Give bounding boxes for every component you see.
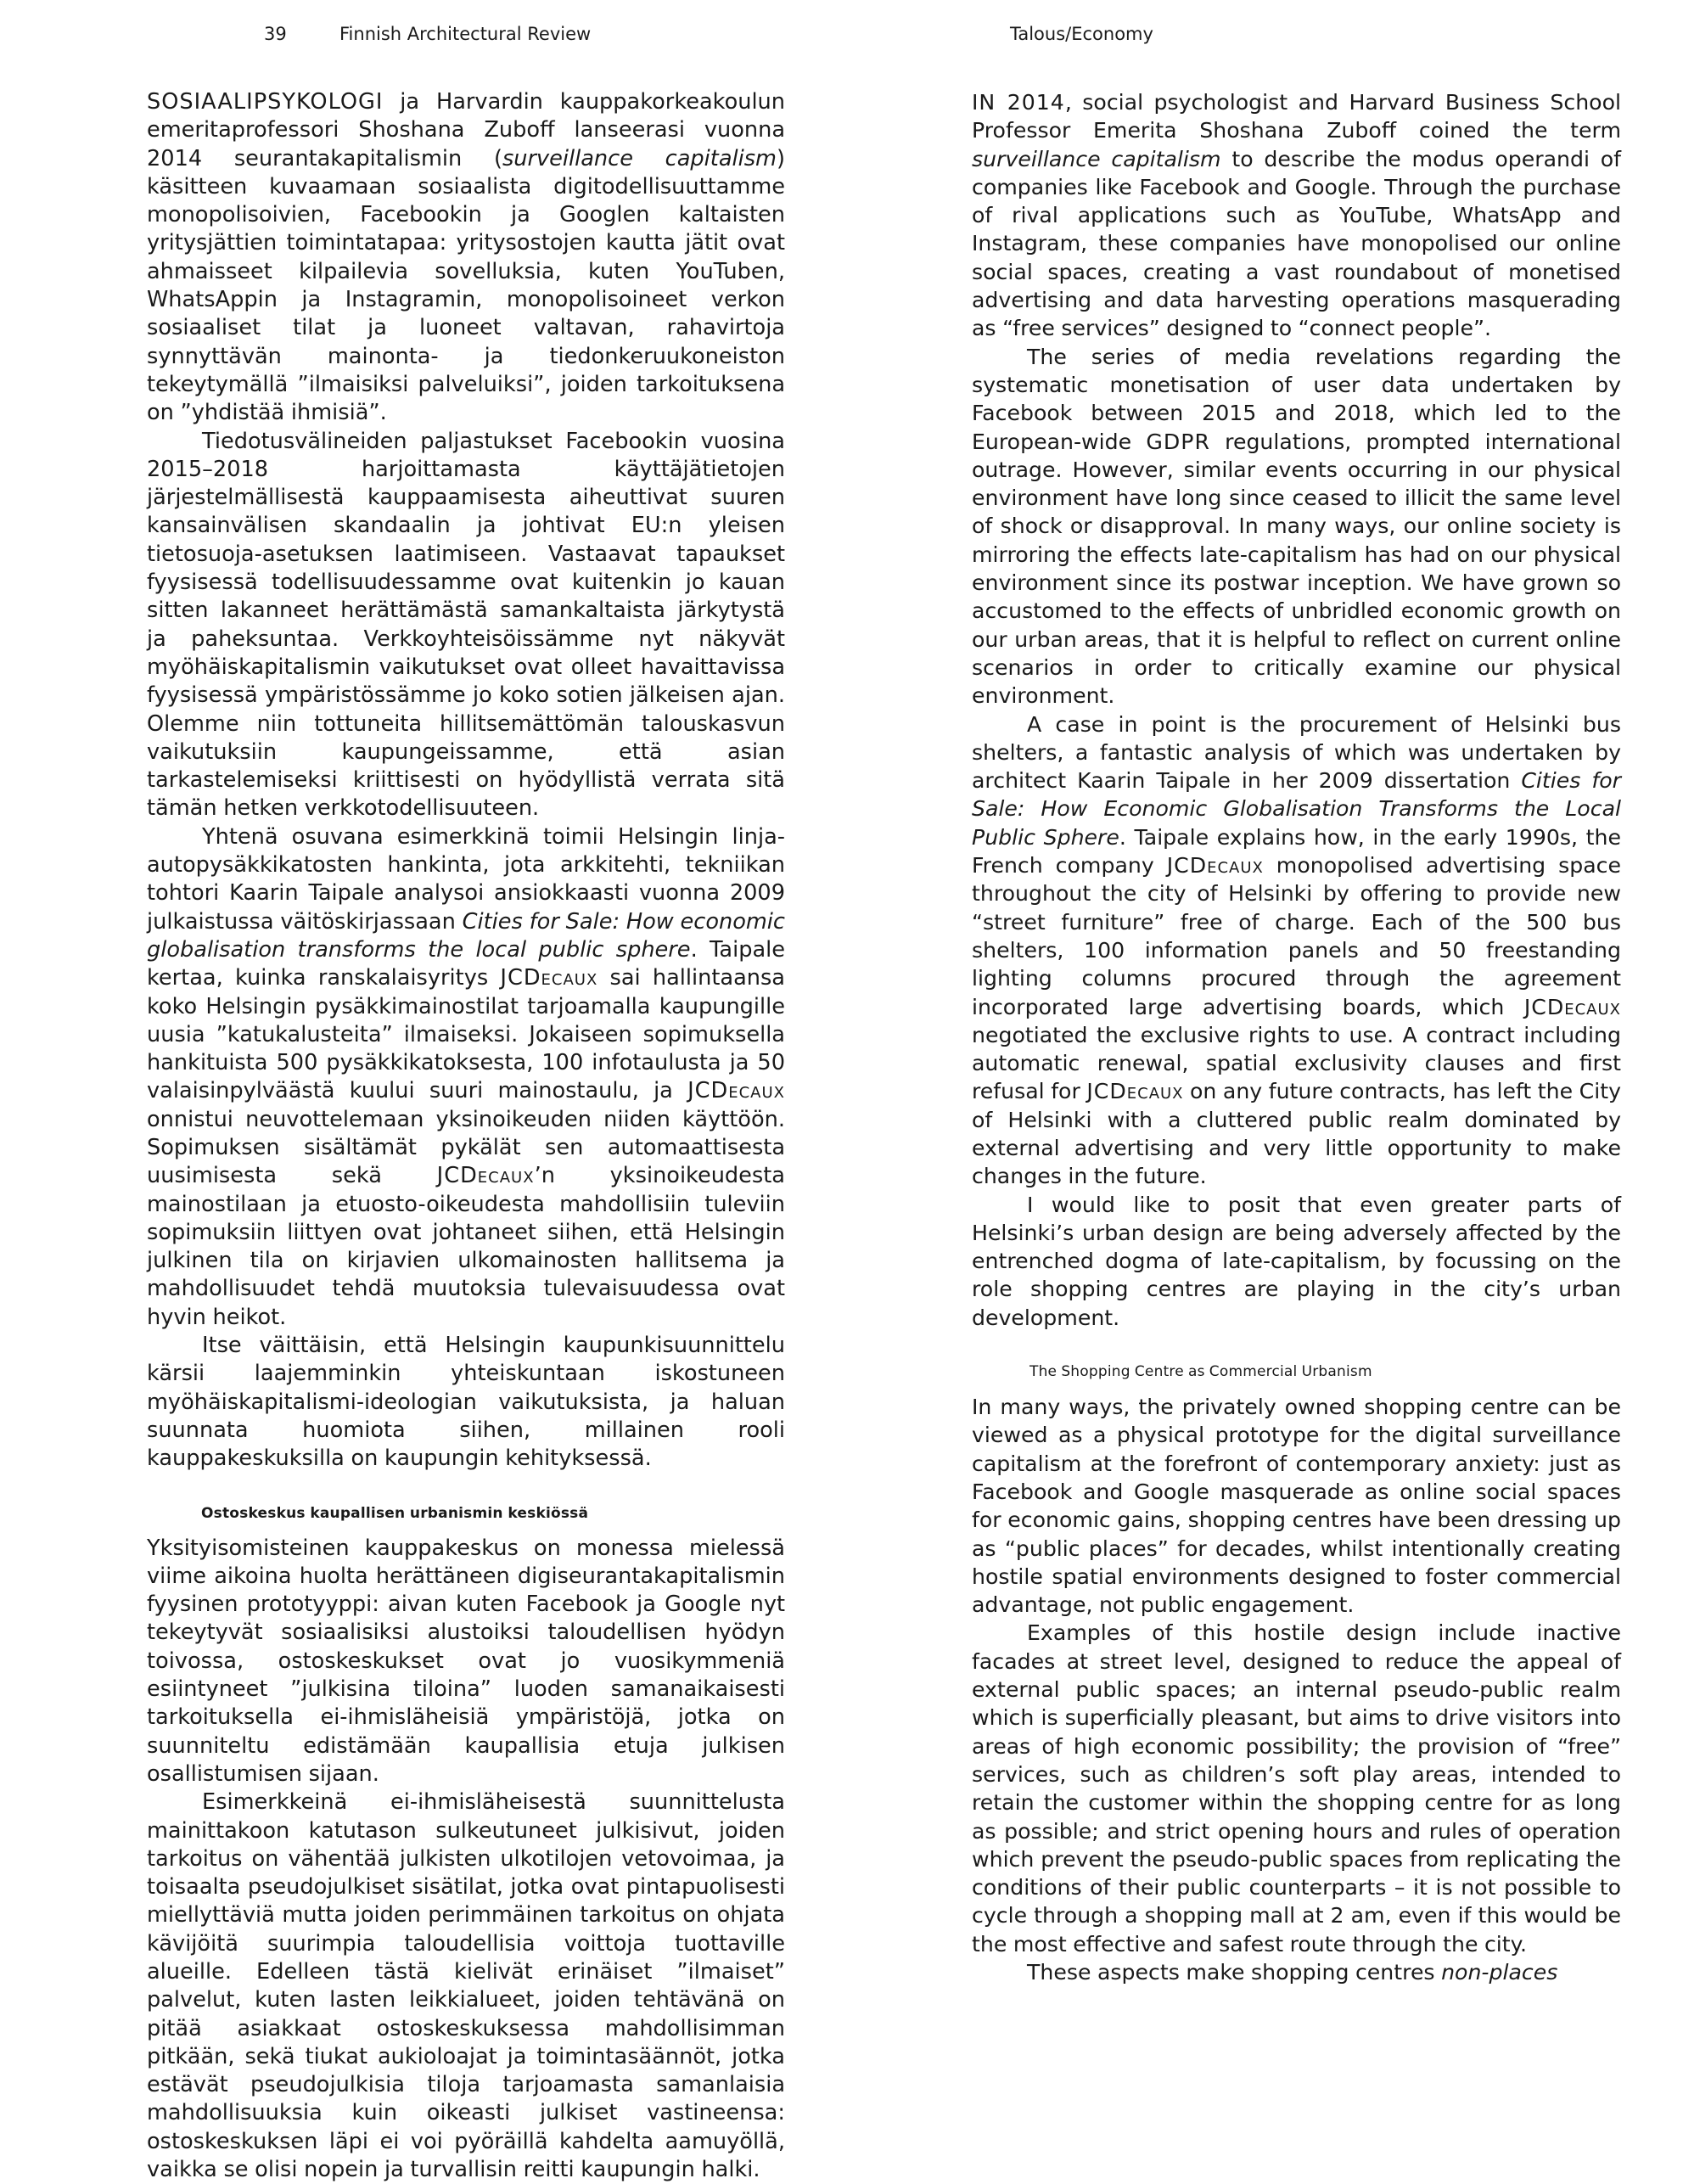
en-p7-italic: non-places (1441, 1960, 1558, 1985)
page-header (0, 24, 1683, 58)
journal-title: Finnish Architectural Review (339, 24, 592, 44)
en-paragraph-5: In many ways, the privately owned shopping centre can be viewed as a physical prototype for the digital surveillance capitalism at the forefront of contemporary anxiety: just as Facebook and Google masquerade as online social spaces for economic gains, shopping centres have been dressing up as “public places” for decades, whilst intentionally creating hostile spatial environments designed to foster commercial advantage, not public engagement. (972, 1395, 1621, 1618)
fi-p3-text-a: Yhtenä osuvana esimerkkinä toimii Helsingin linja-autopysäkkikatosten hankinta, jota arkkitehti, tekniikan tohtori Kaarin Taipale analysoi ansiokkaasti vuonna 2009 julkaistussa väitöskirjassaan (147, 823, 785, 935)
en-p3-company-1: JCDecaux (1166, 853, 1264, 879)
fi-paragraph-5: Yksityisomisteinen kauppakeskus on monessa mielessä viime aikoina huolta herättäneen digiseurantakapitalismin fyysinen prototyyppi: aivan kuten Facebook ja Google nyt tekeytyvät sosiaalisiksi alustoiksi taloudellisen hyödyn toivossa, ostoskeskukset ovat jo vuosikymmeniä esiintyneet ”julkisina tiloina” luoden samanaikaisesti tarkoituksella ei-ihmisläheisiä ympäristöjä, jotka on suunniteltu edistämään kaupallisia etuja julkisen osallistumisen sijaan. (147, 1535, 785, 1787)
en-p1-text-a: , social psychologist and Harvard Business School Professor Emerita Shoshana Zuboff coined the term (972, 90, 1621, 143)
fi-lead-in: SOSIAALIPSYKOLOGI (147, 89, 384, 115)
en-p2-text-a: The series of media revelations regarding the systematic monetisation of user data undertaken by Facebook between 2015 and 2018, which led to the European-wide (972, 344, 1621, 454)
en-p2-acronym: GDPR (1146, 429, 1210, 454)
fi-p1-italic: surveillance capitalism (502, 145, 777, 171)
en-lead-in: IN 2014 (972, 90, 1065, 115)
section-title: Talous/Economy (1010, 24, 1153, 44)
english-column (972, 88, 1621, 1986)
fi-p3-text-d: onnistui neuvottelemaan yksinoikeuden niiden käyttöön. Sopimuksen sisältämät pykälät sen automaattisesta uusimisesta sekä (147, 1106, 785, 1189)
fi-paragraph-3 (147, 823, 785, 1332)
en-p3-text-d: negotiated the exclusive rights to use. A contract including automatic renewal, spatial exclusivity clauses and first refusal for (972, 1022, 1621, 1104)
en-p3-company-3: JCDecaux (1086, 1079, 1184, 1104)
en-p3-book-title: Cities for Sale: How Economic Globalisation Transforms the Local Public Sphere (972, 768, 1621, 850)
en-p3-company-2: JCDecaux (1523, 994, 1621, 1019)
en-p1-italic: surveillance capitalism (972, 146, 1221, 171)
page-number: 39 (264, 24, 287, 44)
en-paragraph-3 (972, 710, 1621, 1191)
fi-p3-company-1: JCDecaux (500, 965, 598, 991)
fi-paragraph-2: Tiedotusvälineiden paljastukset Facebookin vuosina 2015–2018 harjoittamasta käyttäjätietojen järjestelmällisestä kauppaamisesta aiheuttivat suuren kansainvälisen skandaalin ja johtivat EU:n yleisen tietosuoja-asetuksen laatimiseen. Vastaavat tapaukset fyysisessä todellisuudessamme ovat kuitenkin jo kauan sitten lakanneet herättämästä samankaltaista järkytystä ja paheksuntaa. Verkkoyhteisöissämme nyt näkyvät myöhäiskapitalismin vaikutukset ovat olleet havaittavissa fyysisessä ympäristössämme jo koko sotien jälkeisen ajan. Olemme niin tottuneita hillitsemättömän talouskasvun vaikutuksiin kaupungeissamme, että asian tarkastelemiseksi kriittisesti on hyödyllistä verrata sitä tämän hetken verkkotodellisuuteen. (147, 428, 785, 822)
en-p3-text-a: A case in point is the procurement of Helsinki bus shelters, a fantastic analysis of which was undertaken by architect Kaarin Taipale in her 2009 dissertation (972, 711, 1621, 794)
en-p2-text-b: regulations, prompted international outrage. However, similar events occurring in our physical environment have long since ceased to illicit the same level of shock or disapproval. In many ways, our online society is mirroring the effects late-capitalism has had on our physical environment since its postwar inception. We have grown so accustomed to the effects of unbridled economic growth on our urban areas, that it is helpful to reflect on current online scenarios in order to critically examine our physical environment. (972, 429, 1621, 709)
fi-p3-book-title: Cities for Sale: How economic globalisation transforms the local public sphere (147, 908, 785, 963)
en-p3-text-c: monopolised advertising space throughout the city of Helsinki by offering to provide new “street furniture” free of charge. Each of the 500 bus shelters, 100 information panels and 50 freestanding lighting columns procured through the agreement incorporated large advertising boards, which (972, 853, 1621, 1019)
en-p3-text-b: . Taipale explains how, in the early 1990s, the French company (972, 824, 1621, 879)
fi-p3-company-2: JCDecaux (687, 1078, 785, 1104)
fi-p1-text-a: ja Harvardin kauppakorkeakoulun emeritaprofessori Shoshana Zuboff lanseerasi vuonna 2014 seurantakapitalismin ( (147, 89, 785, 171)
en-paragraph-2 (972, 343, 1621, 710)
fi-p3-text-c: sai hallintaansa koko Helsingin pysäkkimainostilat tarjoamalla kaupungille uusia ”katukalusteita” ilmaiseksi. Jokaiseen sopimuksella hankituista 500 pysäkkikatoksesta, 100 infotaulusta ja 50 valaisinpylväästä kuului suuri mainostaulu, ja (147, 965, 785, 1104)
fi-p3-text-e: ’n yksinoikeudesta mainostilaan ja etuosto-oikeudesta mahdollisiin tuleviin sopimuksiin liittyen ovat johtaneet siihen, että Helsingin julkinen tila on kirjavien ulkomainosten hallitsema ja mahdollisuudet tehdä muutoksia tulevaisuudessa ovat hyvin heikot. (147, 1163, 785, 1330)
fi-paragraph-1 (147, 88, 785, 428)
fi-paragraph-6: Esimerkkeinä ei-ihmisläheisestä suunnittelusta mainittakoon katutason sulkeutuneet julkisivut, joiden tarkoitus on vähentää julkisten ulkotilojen vetovoimaa, ja toisaalta pseudojulkiset sisätilat, jotka ovat pintapuolisesti miellyttäviä mutta joiden perimmäinen tarkoitus on ohjata kävijöitä suurimpia taloudellisia voittoja tuottaville alueille. Edelleen tästä kielivät erinäiset ”ilmaiset” palvelut, kuten lasten leikkialueet, joiden tehtävänä on pitää asiakkaat ostoskeskuksessa mahdollisimman pitkään, sekä tiukat aukioloajat ja toimintasäännöt, jotka estävät pseudojulkisia tiloja tarjoamasta samanlaisia mahdollisuuksia kuin oikeasti julkiset vastineensa: ostoskeskuksen läpi ei voi pyöräillä kahdelta aamuyöllä, vaikka se olisi nopein ja turvallisin reitti kaupungin halki. (147, 1789, 785, 2183)
en-paragraph-7 (972, 1958, 1621, 1986)
en-p1-text-b: to describe the modus operandi of companies like Facebook and Google. Through the purchase of rival applications such as YouTube, WhatsApp and Instagram, these companies have monopolised our online social spaces, creating a vast roundabout of monetised advertising and data harvesting operations masquerading as “free services” designed to “connect people”. (972, 146, 1621, 341)
fi-p1-text-b: ) käsitteen kuvaamaan sosiaalista digitodellisuuttamme monopolisoivien, Facebookin ja Googlen kaltaisten yritysjättien toimintatapaa: yritysostojen kautta jätit ovat ahmaisseet kilpailevia sovelluksia, kuten YouTuben, WhatsAppin ja Instagramin, monopolisoineet verkon sosiaaliset tilat ja luoneet valtavan, rahavirtoja synnyttävän mainonta- ja tiedonkeruukoneiston tekeytymällä ”ilmaisiksi palveluiksi”, joiden tarkoituksena on ”yhdistää ihmisiä”. (147, 145, 785, 426)
en-p3-text-e: on any future contracts, has left the City of Helsinki with a cluttered public realm dominated by external advertising and very little opportunity to make changes in the future. (972, 1079, 1621, 1189)
fi-p3-text-b: . Taipale kertaa, kuinka ranskalaisyritys (147, 936, 786, 991)
fi-subheading: Ostoskeskus kaupallisen urbanismin keskiössä (201, 1504, 589, 1522)
en-paragraph-6: Examples of this hostile design include inactive facades at street level, designed to reduce the appeal of external public spaces; an internal pseudo-public realm which is superficially pleasant, but aims to drive visitors into areas of high economic possibility; the provision of “free” services, such as children’s soft play areas, intended to retain the customer within the shopping centre for as long as possible; and strict opening hours and rules of operation which prevent the pseudo-public spaces from replicating the conditions of their public counterparts – it is not possible to cycle through a shopping mall at 2 am, even if this would be the most effective and safest route through the city. (972, 1620, 1621, 1957)
en-paragraph-4: I would like to posit that even greater parts of Helsinki’s urban design are being adversely affected by the entrenched dogma of late-capitalism, by focussing on the role shopping centres are playing in the city’s urban development. (972, 1192, 1621, 1330)
en-subheading: The Shopping Centre as Commercial Urbanism (1029, 1363, 1372, 1381)
fi-paragraph-4: Itse väittäisin, että Helsingin kaupunkisuunnittelu kärsii laajemminkin yhteiskuntaan iskostuneen myöhäiskapitalismi-ideologian vaikutuksista, ja haluan suunnata huomiota siihen, millainen rooli kauppakeskuksilla on kaupungin kehityksessä. (147, 1333, 785, 1472)
en-paragraph-1 (972, 88, 1621, 343)
en-p7-text-a: These aspects make shopping centres (1027, 1960, 1442, 1985)
fi-p3-company-3: JCDecaux (436, 1163, 535, 1189)
finnish-column (147, 88, 785, 2184)
